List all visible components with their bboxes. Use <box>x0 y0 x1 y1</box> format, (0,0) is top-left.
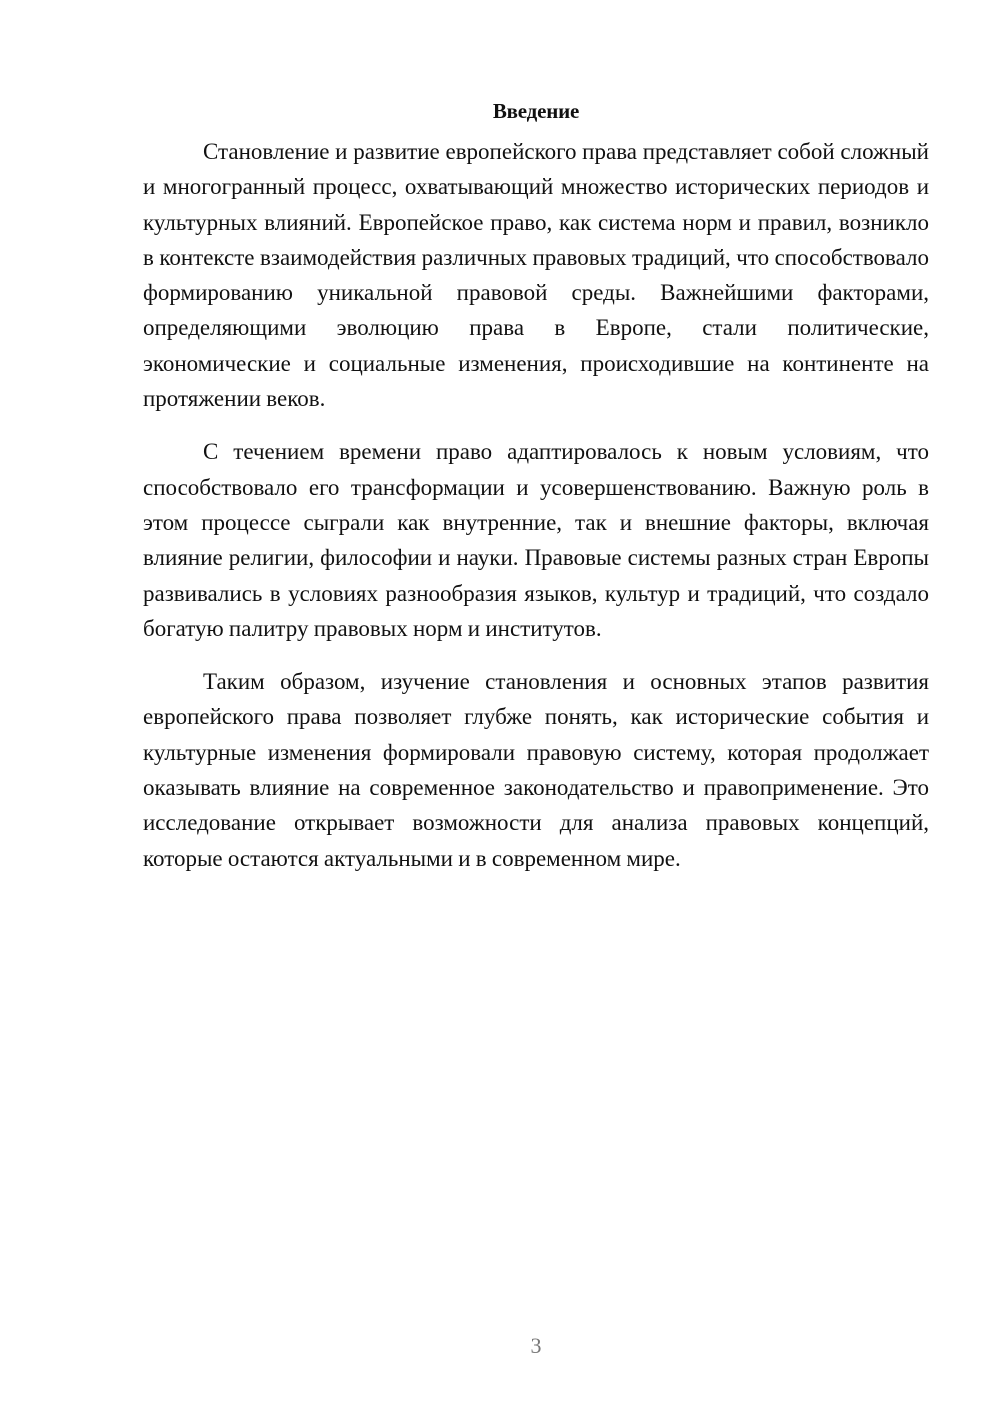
page-number: 3 <box>530 1333 542 1358</box>
paragraph-1: Становление и развитие европейского права представляет собой сложный и многогранный процесс, охватывающий множество исторических периодов и культурных влияний. Европейское право, как система норм и правил, возникло в контексте взаимодействия различных правовых традиций, что способствовало формированию уникальной правовой среды. Важнейшими факторами, определяющими эволюцию права в Европе, стали политические, экономические и социальные изменения, происходившие на континенте на протяжении веков. <box>143 139 929 412</box>
paragraph-3: Таким образом, изучение становления и основных этапов развития европейского права позволяет глубже понять, как исторические события и культурные изменения формировали правовую систему, которая продолжает оказывать влияние на современное законодательство и правоприменение. Это исследование открывает возможности для анализа правовых концепций, которые остаются актуальными и в современном мире. <box>143 669 929 871</box>
page-content <box>143 92 929 876</box>
section-heading: Введение <box>492 99 580 123</box>
paragraph-2: С течением времени право адаптировалось к новым условиям, что способствовало его трансформации и усовершенствованию. Важную роль в этом процессе сыграли как внутренние, так и внешние факторы, включая влияние религии, философии и науки. Правовые системы разных стран Европы развивались в условиях разнообразия языков, культур и традиций, что создало богатую палитру правовых норм и институтов. <box>143 439 929 641</box>
